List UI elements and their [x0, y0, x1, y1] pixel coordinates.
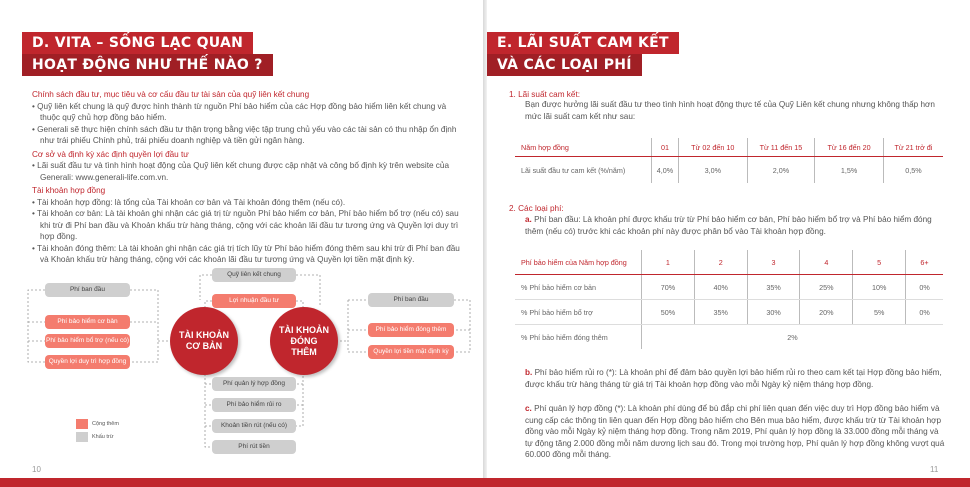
table-header-cell: Từ 02 đến 10 [678, 138, 747, 157]
fee-item-c-label: c. [525, 404, 532, 413]
table-header-cell: 3 [747, 250, 800, 275]
fee-item-c [525, 403, 945, 461]
table-header-cell: 1 [642, 250, 695, 275]
table-cell: 3,0% [678, 157, 747, 184]
box-initial-charge-right: Phí ban đầu [368, 293, 454, 307]
table-row-label: % Phí bảo hiểm bổ trợ [515, 300, 642, 325]
table-cell: 30% [747, 300, 800, 325]
diagram-connectors [0, 0, 483, 487]
table-cell: 2,0% [747, 157, 815, 184]
section-fees-title: 2. Các loại phí: [509, 204, 564, 213]
right-banner-line2: VÀ CÁC LOẠI PHÍ [487, 54, 642, 76]
legend-add-swatch [76, 419, 88, 429]
box-withdrawal: Khoản tiền rút (nếu có) [212, 419, 296, 433]
box-periodic-cash-benefit: Quyền lợi tiền mặt định kỳ [368, 345, 454, 359]
guaranteed-rate-table [515, 138, 943, 183]
box-initial-charge-left: Phí ban đầu [45, 283, 130, 297]
table-header-cell: Từ 21 trở đi [883, 138, 943, 157]
table-cell: 4,0% [652, 157, 679, 184]
bullet-investment-policy: • Generali sẽ thực hiện chính sách đầu tư thận trọng bằng việc tập trung chủ yếu vào các tài sản có thu nhập ổn định như trái phiếu Chính phủ, trái phiếu doanh nghiệp và tiền gửi ngân hàng. [32, 124, 457, 145]
fee-item-a [525, 214, 945, 237]
bullet-basic-account: • Tài khoản cơ bản: Là tài khoản ghi nhận các giá trị từ nguồn Phí bảo hiểm cơ bản, Phí bảo hiểm bổ trợ (nếu có) sau khi trừ đi Phí ban đầu và Khoản khấu trừ hàng tháng, cộng với các khoản lãi đầu tư tương ứng và Quyền lợi duy trì hợp đồng. [32, 209, 459, 241]
table-header-cell: Từ 11 đến 15 [747, 138, 815, 157]
fee-item-c-text: Phí quản lý hợp đồng (*): Là khoản phí dùng để bù đắp chi phí liên quan đến việc duy trì Hợp đồng bảo hiểm và cung cấp các thông tin liên quan đến Hợp đồng bảo hiểm cho Bên mua bảo hiểm, được khấu trừ từ Tài khoản hợp đồng vào mỗi Ngày kỷ niệm tháng hợp đồng. Trong năm 2019, Phí quản lý hợp đồng là 33.000 đồng mỗi tháng và tự động tăng 2.000 đồng mỗi năm dương lịch sau đó. Trong mọi trường hợp, Phí quản lý hợp đồng không vượt quá 60.000 đồng mỗi tháng. [525, 404, 945, 459]
box-maintenance-bonus: Quyền lợi duy trì hợp đồng [45, 355, 130, 369]
table-cell: 10% [853, 275, 906, 300]
bullet-policy-account: • Tài khoản hợp đồng: là tổng của Tài khoản cơ bản và Tài khoản đóng thêm (nếu có). [32, 197, 346, 207]
table-header-cell: 5 [853, 250, 906, 275]
box-common-linked-fund: Quỹ liên kết chung [212, 268, 296, 282]
table-header-cell: Năm hợp đồng [515, 138, 652, 157]
initial-charge-table [515, 250, 943, 349]
table-cell: 25% [800, 275, 853, 300]
table-row [515, 157, 943, 184]
left-banner-line2: HOẠT ĐỘNG NHƯ THẾ NÀO ? [22, 54, 273, 76]
table-cell: 0% [906, 275, 943, 300]
fee-item-b [525, 367, 945, 390]
table-row-label: % Phí bảo hiểm đóng thêm [515, 325, 642, 350]
table-cell: 50% [642, 300, 695, 325]
box-basic-premium: Phí bảo hiểm cơ bản [45, 315, 130, 329]
table-header-cell: Từ 16 đến 20 [815, 138, 884, 157]
table-row-label: % Phí bảo hiểm cơ bản [515, 275, 642, 300]
table-header-row [515, 138, 943, 157]
table-cell: 1,5% [815, 157, 884, 184]
fee-item-b-text: Phí bảo hiểm rủi ro (*): Là khoản phí để đảm bảo quyền lợi bảo hiểm rủi ro theo cam kết tại Hợp đồng bảo hiểm, được khấu trừ hàng tháng từ giá trị Tài khoản hợp đồng vào mỗi Ngày kỷ niệm tháng hợp đồng. [525, 368, 942, 389]
table-cell: 35% [694, 300, 747, 325]
bullet-topup-account: • Tài khoản đóng thêm: Là tài khoản ghi nhận các giá trị tích lũy từ Phí bảo hiểm đóng thêm sau khi trừ đi Phí ban đầu và Khoản khấu trừ hàng tháng, cộng với các khoản lãi đầu tư tương ứng và Quyền lợi tiền mặt định kỳ. [32, 243, 460, 264]
table-cell: 0% [906, 300, 943, 325]
right-banner-line1: E. LÃI SUẤT CAM KẾT [487, 32, 679, 54]
legend-subtract-swatch [76, 432, 88, 442]
left-page [0, 0, 483, 487]
box-topup-premium: Phí bảo hiểm đóng thêm [368, 323, 454, 337]
table-header-cell: 2 [694, 250, 747, 275]
legend-subtract-label: Khấu trừ [92, 434, 114, 440]
box-investment-return: Lợi nhuận đầu tư [212, 294, 296, 308]
table-cell: 5% [853, 300, 906, 325]
section-guaranteed-rate-title: 1. Lãi suất cam kết: [509, 90, 580, 99]
table-header-cell: 01 [652, 138, 679, 157]
bullet-interest-publication: • Lãi suất đầu tư và tình hình hoạt động của Quỹ liên kết chung được cập nhật và công bố định kỳ trên website của Generali: www.generali-life.com.vn. [32, 161, 450, 182]
table-header-cell: Phí bảo hiểm của Năm hợp đồng [515, 250, 642, 275]
circle-basic-account: TÀI KHOẢN CƠ BẢN [170, 307, 238, 375]
section-policy-account-title: Tài khoản hợp đồng [32, 186, 106, 195]
box-risk-premium: Phí bảo hiểm rủi ro [212, 398, 296, 412]
table-cell: 35% [747, 275, 800, 300]
right-page [487, 0, 970, 487]
table-cell: 20% [800, 300, 853, 325]
table-cell: 40% [694, 275, 747, 300]
page-number-right: 11 [930, 465, 939, 474]
section-investment-benefit-title: Cơ sở và định kỳ xác định quyền lợi đầu tư [32, 149, 189, 159]
left-banner-line1: D. VITA – SỐNG LẠC QUAN [22, 32, 253, 54]
fee-item-b-label: b. [525, 368, 533, 377]
fee-item-a-label: a. [525, 215, 532, 224]
guaranteed-rate-description: Bạn được hưởng lãi suất đầu tư theo tình hình hoạt động thực tế của Quỹ Liên kết chung nhưng không thấp hơn mức lãi suất cam kết như sau: [525, 100, 935, 121]
table-row [515, 300, 943, 325]
table-row-label: Lãi suất đầu tư cam kết (%/năm) [515, 157, 652, 184]
circle-topup-account: TÀI KHOẢN ĐÓNG THÊM [270, 307, 338, 375]
table-cell: 70% [642, 275, 695, 300]
table-row [515, 325, 943, 350]
box-rider-premium: Phí bảo hiểm bổ trợ (nếu có) [45, 334, 130, 348]
table-header-cell: 6+ [906, 250, 943, 275]
box-admin-fee: Phí quản lý hợp đồng [212, 377, 296, 391]
table-row [515, 275, 943, 300]
section-investment-policy-title: Chính sách đầu tư, mục tiêu và cơ cấu đầu tư tài sản của quỹ liên kết chung [32, 90, 310, 99]
page-number-left: 10 [32, 465, 41, 474]
table-header-row [515, 250, 943, 275]
box-withdrawal-fee: Phí rút tiền [212, 440, 296, 454]
table-cell: 2% [787, 332, 798, 342]
table-header-cell: 4 [800, 250, 853, 275]
legend-add-label: Cộng thêm [92, 421, 119, 427]
bottom-accent-bar [0, 478, 970, 487]
table-cell: 0,5% [905, 165, 922, 175]
bullet-fund-definition: • Quỹ liên kết chung là quỹ được hình thành từ nguồn Phí bảo hiểm của các Hợp đồng bảo hiểm liên kết chung và thuộc quỹ chủ hợp đồng bảo hiểm. [32, 101, 447, 122]
fee-item-a-text: Phí ban đầu: Là khoản phí được khấu trừ từ Phí bảo hiểm cơ bản, Phí bảo hiểm bổ trợ và Phí bảo hiểm đóng thêm (nếu có) trước khi các khoản phí này được phân bổ vào Tài khoản hợp đồng. [525, 215, 932, 236]
